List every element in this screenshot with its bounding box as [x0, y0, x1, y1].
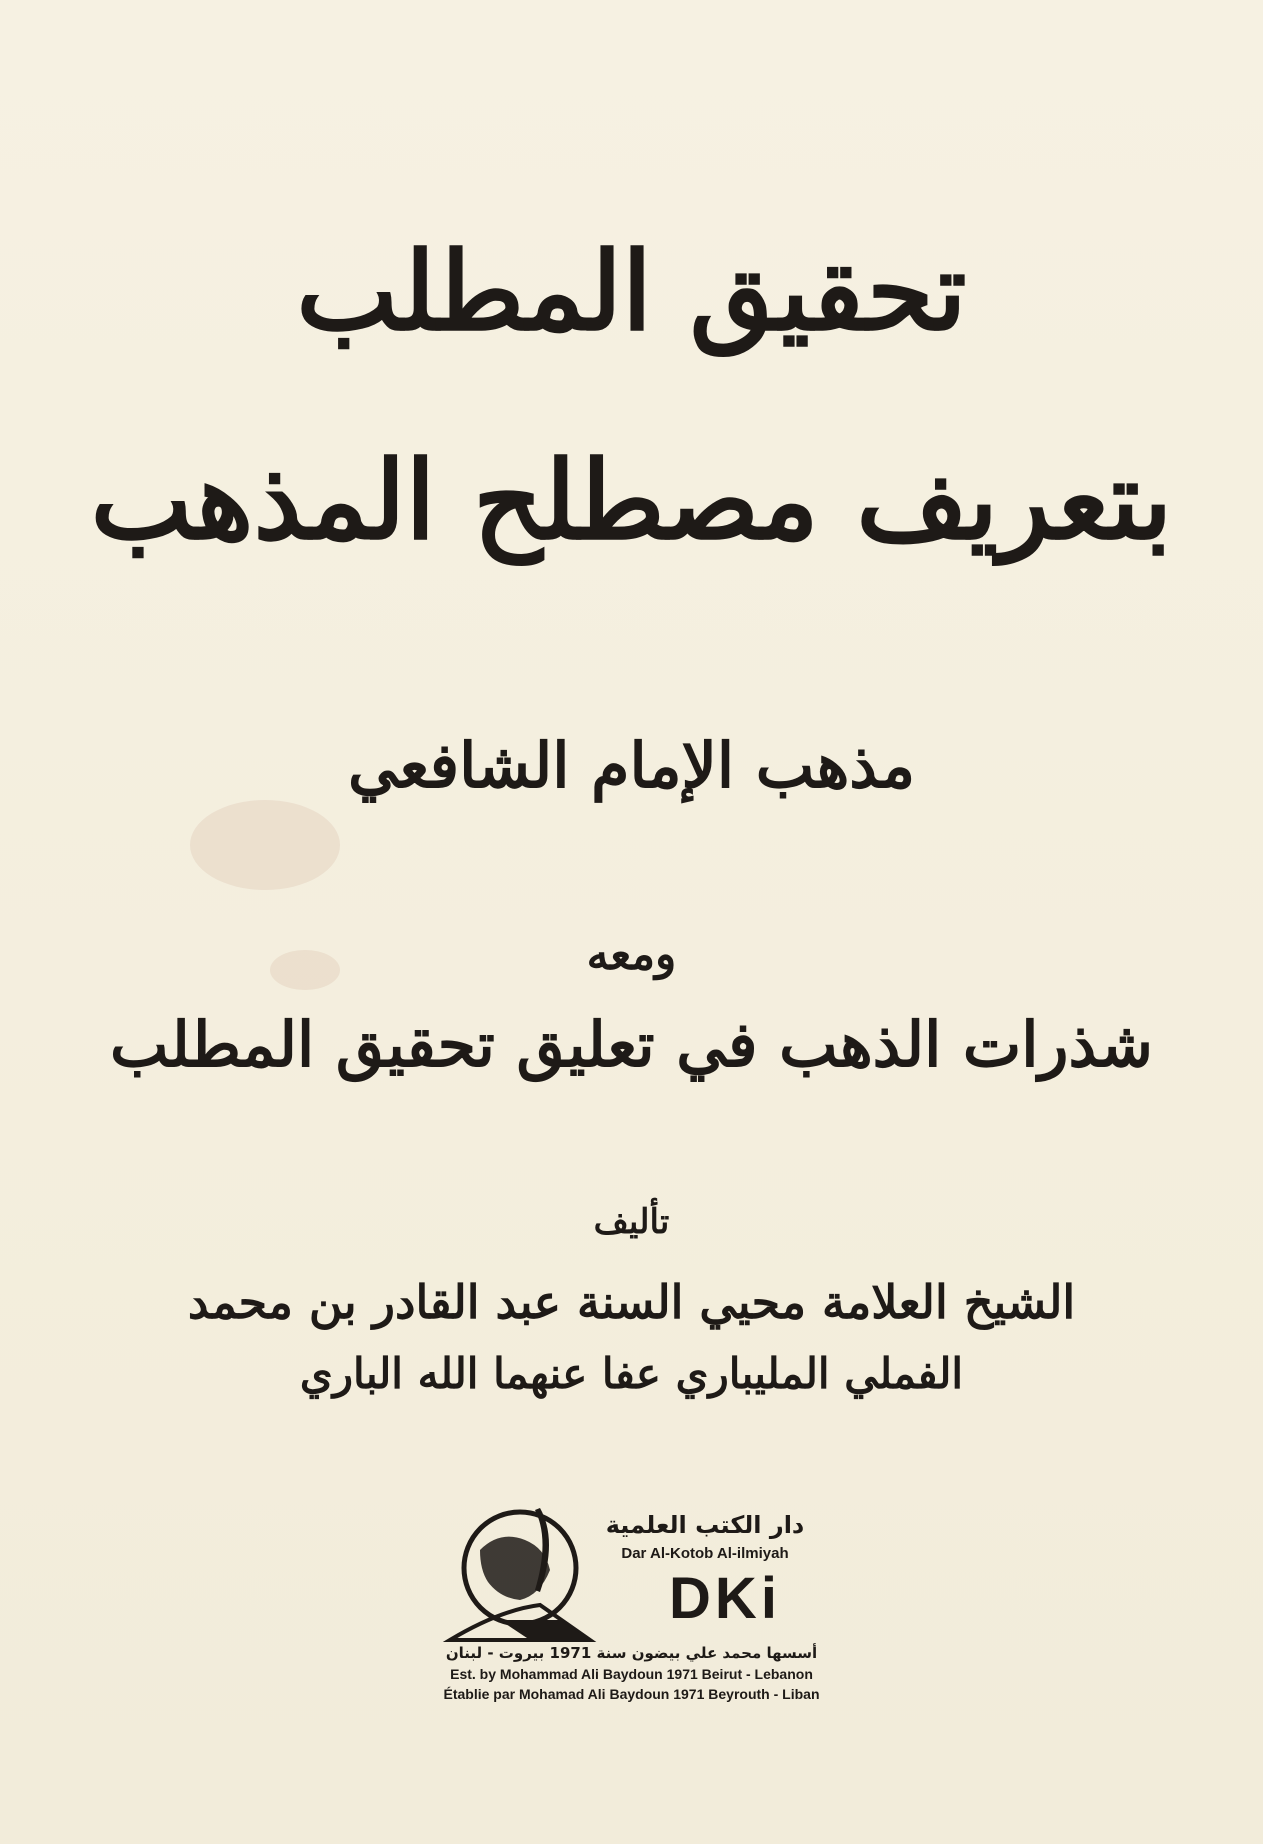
founded-line-english: Est. by Mohammad Ali Baydoun 1971 Beirut - Lebanon — [450, 1666, 813, 1682]
madhab-subtitle: مذهب الإمام الشافعي — [347, 729, 916, 802]
publisher-name-english: Dar Al-Kotob Al-ilmiyah — [621, 1545, 789, 1562]
main-title-line-1: تحقيق المطلب — [296, 229, 967, 355]
secondary-title: شذرات الذهب في تعليق تحقيق المطلب — [110, 1008, 1153, 1081]
main-title-line-2: بتعريف مصطلح المذهب — [90, 438, 1173, 564]
founded-line-french: Établie par Mohamad Ali Baydoun 1971 Beyrouth - Liban — [443, 1686, 820, 1702]
founded-line-arabic: أسسها محمد علي بيضون سنة 1971 بيروت - لبنان — [445, 1644, 818, 1662]
author-line-1: الشيخ العلامة محيي السنة عبد القادر بن محمد — [187, 1275, 1076, 1329]
publisher-name-arabic: دار الكتب العلمية — [605, 1511, 805, 1539]
publisher-logo-text: DKi — [669, 1566, 781, 1631]
globe-with-pen-emblem-icon — [440, 1500, 600, 1650]
author-line-2: الفملي المليباري عفا عنهما الله الباري — [299, 1349, 964, 1398]
with-it-label: ومعه — [586, 929, 677, 980]
authorship-label: تأليف — [593, 1202, 670, 1242]
